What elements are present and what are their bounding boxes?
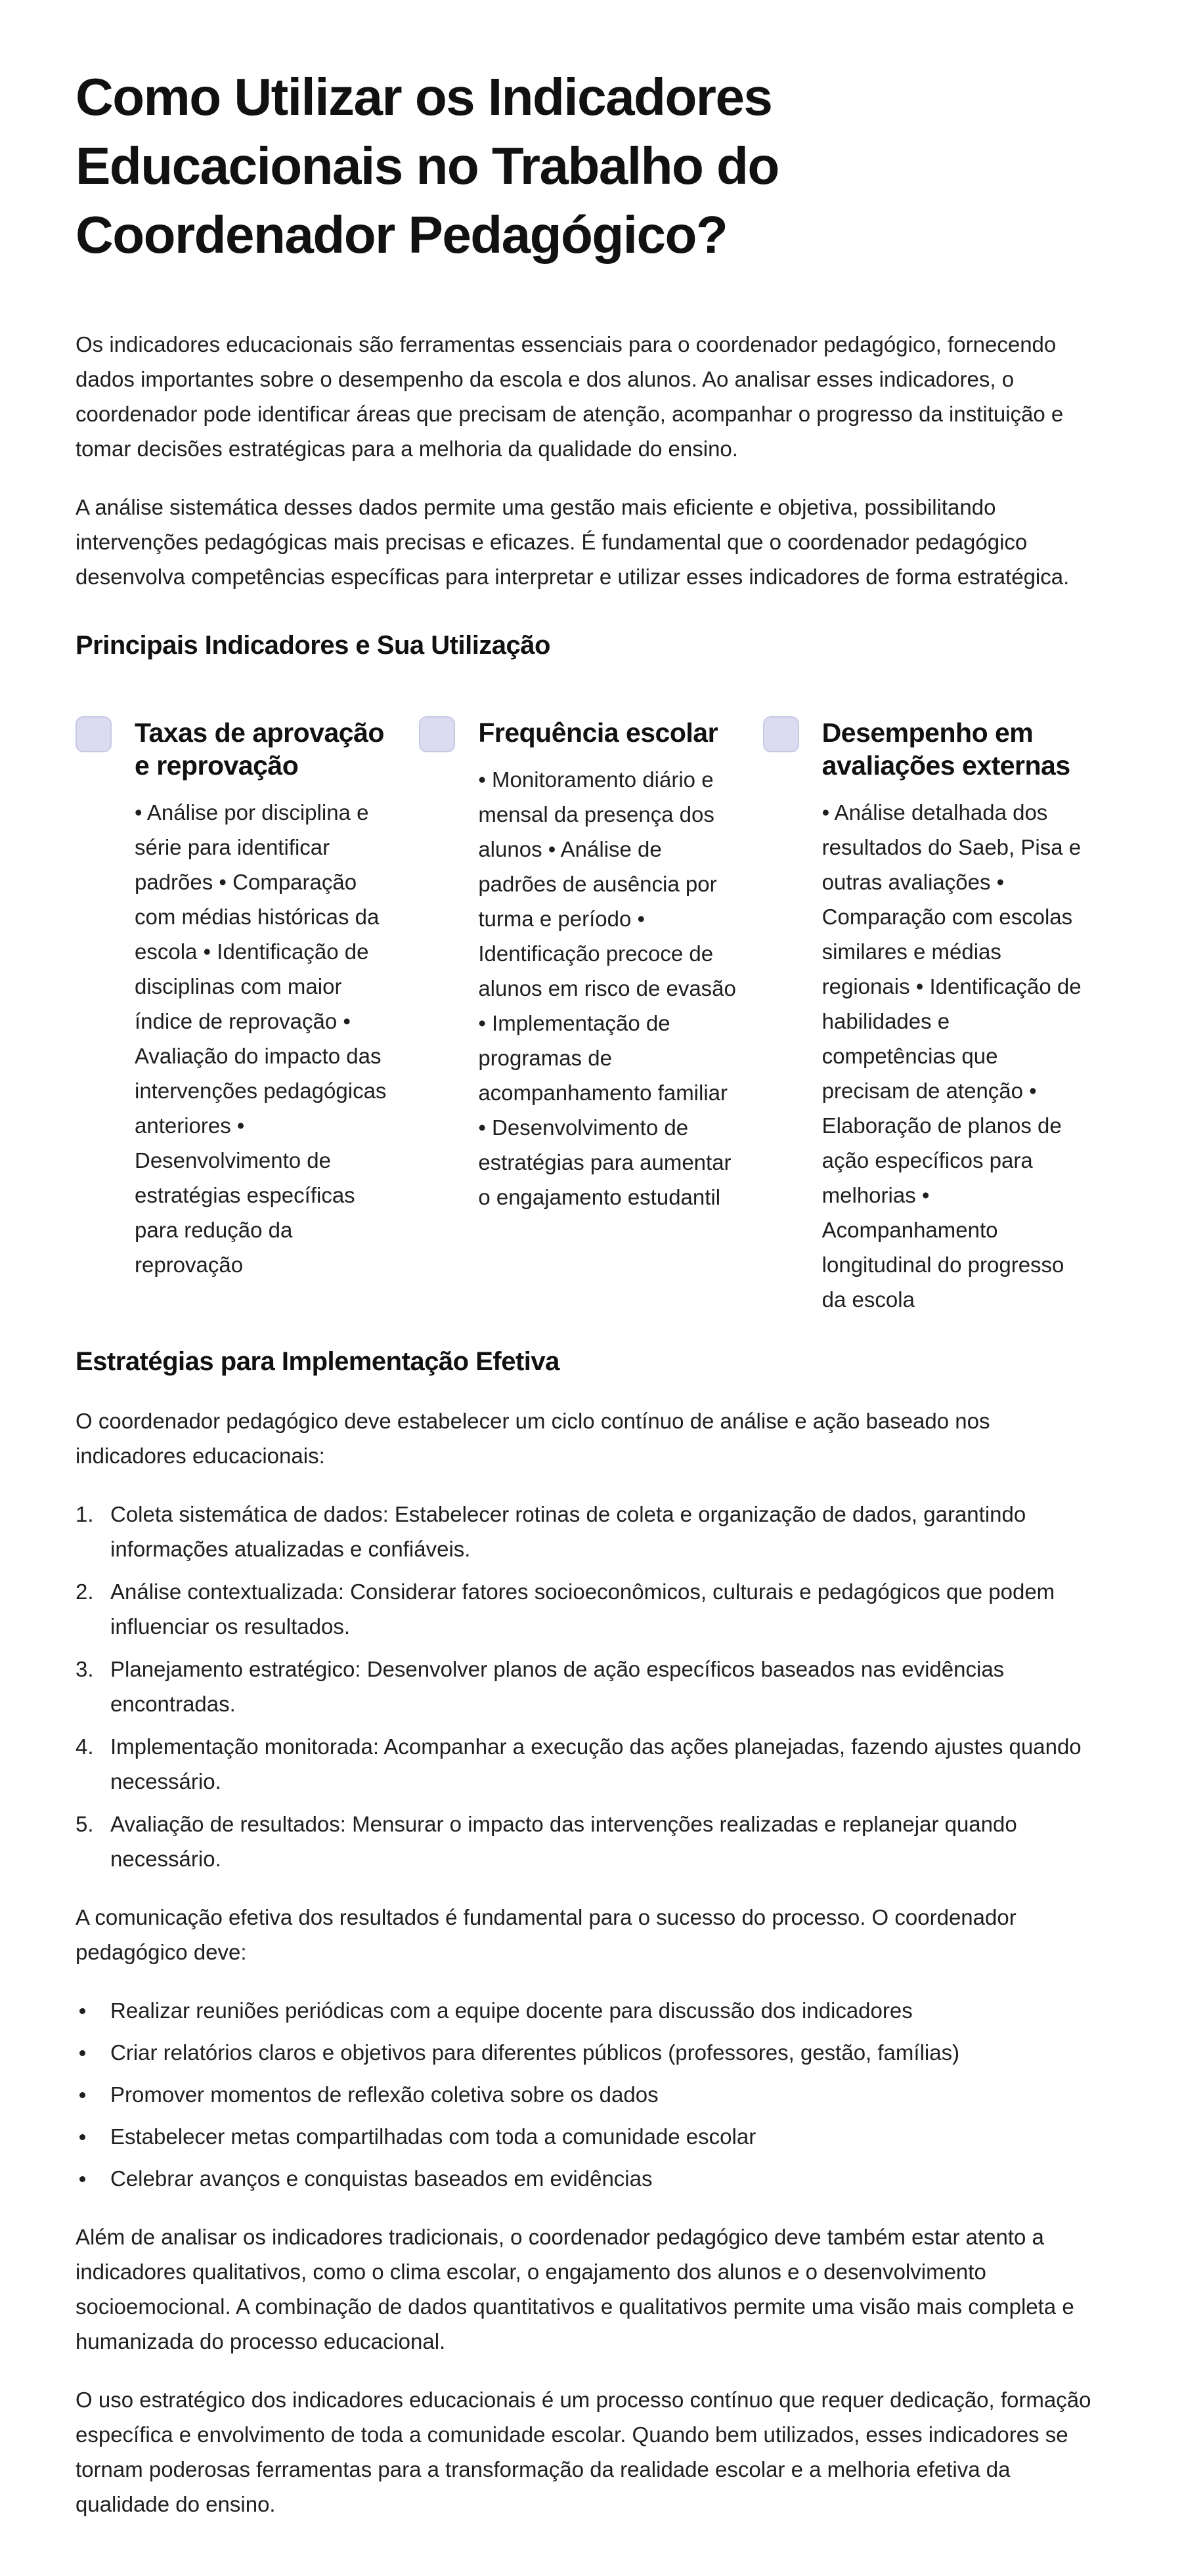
step-number: 5.: [76, 1812, 94, 1836]
card-text: • Análise por disciplina e série para identificar padrões • Comparação com médias históricas da escola • Identificação de disciplinas com maior índice de reprovação • Avaliação do impacto das intervenções pedagógicas anteriores • Desenvolvimento de estratégias específicas para redução da reprovação: [135, 800, 387, 1277]
step-item: [76, 1652, 1106, 1721]
bullet-list: [76, 1993, 1106, 2196]
step-text: Planejamento estratégico: Desenvolver planos de ação específicos baseados nas evidências encontradas.: [110, 1657, 1005, 1716]
step-number: 3.: [76, 1657, 94, 1681]
step-text: Coleta sistemática de dados: Estabelecer rotinas de coleta e organização de dados, garantindo informações atualizadas e confiáveis.: [110, 1502, 1026, 1561]
card-title: Taxas de aprovação e reprovação: [135, 718, 384, 781]
intro-paragraph: Os indicadores educacionais são ferramentas essenciais para o coordenador pedagógico, fornecendo dados importantes sobre o desempenho da escola e dos alunos. Ao analisar esses indicadores, o coordenador pode identificar áreas que precisam de atenção, acompanhar o progresso da instituição e tomar decisões estratégicas para a melhoria da qualidade do ensino.: [76, 332, 1064, 461]
intro-paragraph: A análise sistemática desses dados permite uma gestão mais eficiente e objetiva, possibilitando intervenções pedagógicas mais precisas e eficazes. É fundamental que o coordenador pedagógico desenvolva competências específicas para interpretar e utilizar esses indicadores de forma estratégica.: [76, 495, 1070, 589]
bullet-icon: [79, 2092, 85, 2098]
page-title: Como Utilizar os Indicadores Educacionais no Trabalho do Coordenador Pedagógico?: [76, 68, 779, 264]
step-item: [76, 1729, 1106, 1799]
bullet-item: [76, 2077, 1106, 2112]
bullet-text: Realizar reuniões periódicas com a equipe docente para discussão dos indicadores: [110, 1998, 913, 2023]
card-icon: [419, 716, 455, 752]
step-number: 2.: [76, 1579, 94, 1604]
bullet-icon: [79, 2050, 85, 2056]
card-icon: [76, 716, 112, 752]
card-title: Desempenho em avaliações externas: [821, 718, 1070, 781]
bullet-text: Celebrar avanços e conquistas baseados em evidências: [110, 2166, 653, 2191]
indicator-card: [76, 716, 419, 1317]
indicator-card: [763, 716, 1106, 1317]
step-text: Avaliação de resultados: Mensurar o impacto das intervenções realizadas e replanejar quando necessário.: [110, 1812, 1017, 1871]
bullet-item: [76, 2035, 1106, 2070]
closing-paragraph: O uso estratégico dos indicadores educacionais é um processo contínuo que requer dedicação, formação específica e envolvimento de toda a comunidade escolar. Quando bem utilizados, esses indicadores se tornam poderosas ferramentas para a transformação da realidade escolar e a melhoria efetiva da qualidade do ensino.: [76, 2388, 1091, 2516]
bullet-item: [76, 2161, 1106, 2196]
step-text: Análise contextualizada: Considerar fatores socioeconômicos, culturais e pedagógicos que podem influenciar os resultados.: [110, 1579, 1055, 1639]
section-heading-strategies: Estratégias para Implementação Efetiva: [76, 1347, 559, 1376]
step-number: 1.: [76, 1502, 94, 1526]
bullet-item: [76, 1993, 1106, 2028]
closing-paragraph: Além de analisar os indicadores tradicionais, o coordenador pedagógico deve também estar atento a indicadores qualitativos, como o clima escolar, o engajamento dos alunos e o desenvolvimento socioemocional. A combinação de dados quantitativos e qualitativos permite uma visão mais completa e humanizada do processo educacional.: [76, 2225, 1074, 2353]
bullet-item: [76, 2119, 1106, 2154]
step-item: [76, 1574, 1106, 1644]
bullet-icon: [79, 2176, 85, 2182]
bullet-icon: [79, 2008, 85, 2014]
strategies-intro: O coordenador pedagógico deve estabelecer um ciclo contínuo de análise e ação baseado nos indicadores educacionais:: [76, 1409, 990, 1468]
indicator-cards: [76, 716, 1106, 1317]
card-icon: [763, 716, 799, 752]
card-text: • Análise detalhada dos resultados do Saeb, Pisa e outras avaliações • Comparação com escolas similares e médias regionais • Identificação de habilidades e competências que precisam de atenção • Elaboração de planos de ação específicos para melhorias • Acompanhamento longitudinal do progresso da escola: [821, 800, 1082, 1312]
card-title: Frequência escolar: [478, 718, 718, 748]
bullet-icon: [79, 2134, 85, 2140]
communication-paragraph: A comunicação efetiva dos resultados é fundamental para o sucesso do processo. O coordenador pedagógico deve:: [76, 1905, 1017, 1964]
bullet-text: Promover momentos de reflexão coletiva sobre os dados: [110, 2082, 659, 2107]
section-heading-indicators: Principais Indicadores e Sua Utilização: [76, 631, 550, 660]
step-number: 4.: [76, 1734, 94, 1759]
bullet-text: Criar relatórios claros e objetivos para diferentes públicos (professores, gestão, famílias): [110, 2040, 960, 2065]
step-text: Implementação monitorada: Acompanhar a execução das ações planejadas, fazendo ajustes quando necessário.: [110, 1734, 1082, 1793]
indicator-card: [419, 716, 762, 1317]
step-item: [76, 1497, 1106, 1566]
bullet-text: Estabelecer metas compartilhadas com toda a comunidade escolar: [110, 2124, 756, 2149]
card-text: • Monitoramento diário e mensal da presença dos alunos • Análise de padrões de ausência por turma e período • Identificação precoce de alunos em risco de evasão • Implementação de programas de acompanhamento familiar • Desenvolvimento de estratégias para aumentar o engajamento estudantil: [478, 767, 736, 1209]
step-item: [76, 1807, 1106, 1876]
steps-list: [76, 1497, 1106, 1876]
